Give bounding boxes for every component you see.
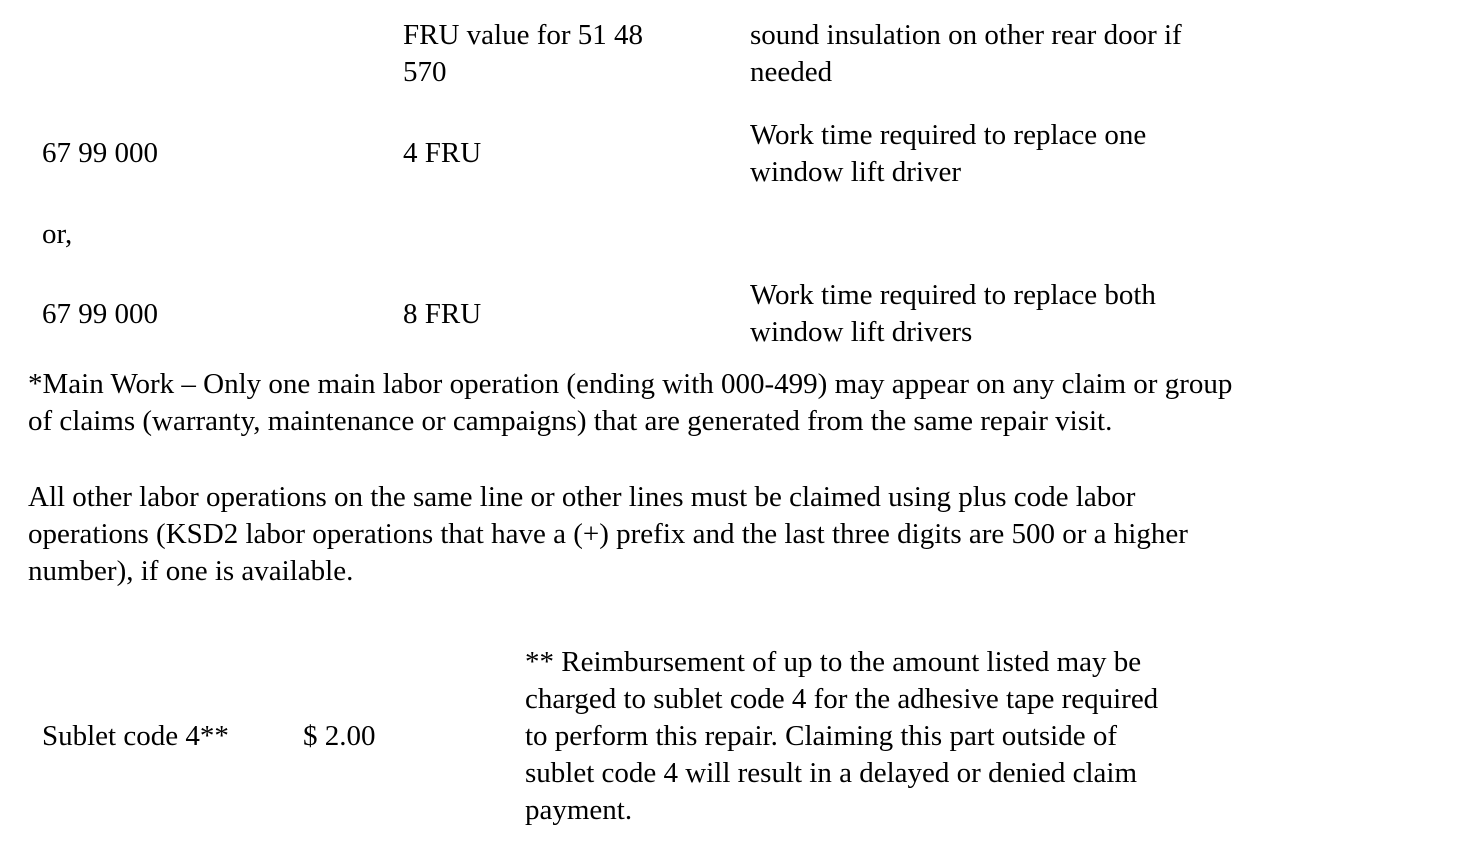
row-both-description-line: window lift drivers [750,316,973,348]
row-one-description-line: window lift driver [750,156,962,188]
sublet-note-line: charged to sublet code 4 for the adhesive tape required [525,683,1159,715]
row-top-fru-line: FRU value for 51 48 [403,19,644,51]
row-both-description [750,277,1156,351]
main-work-line: of claims (warranty, maintenance or campaigns) that are generated from the same repair visit. [28,405,1113,437]
row-top-fru [403,17,643,91]
sublet-note-line: ** Reimbursement of up to the amount listed may be [525,646,1142,678]
row-one-fru: 4 FRU [403,137,482,169]
row-one-description [750,117,1146,191]
row-both-description-line: Work time required to replace both [750,279,1156,311]
main-work-note [28,366,1232,440]
sublet-note-line: sublet code 4 will result in a delayed or denied claim [525,757,1138,789]
other-ops-note [28,479,1188,590]
row-one-code: 67 99 000 [42,137,158,169]
sublet-note-line: to perform this repair. Claiming this part outside of [525,720,1117,752]
other-ops-line: operations (KSD2 labor operations that have a (+) prefix and the last three digits are 500 or a higher [28,518,1188,550]
row-both-fru: 8 FRU [403,298,482,330]
row-one-description-line: Work time required to replace one [750,119,1147,151]
sublet-label: Sublet code 4** [42,720,229,752]
other-ops-line: number), if one is available. [28,555,354,587]
sublet-note-line: payment. [525,794,633,826]
sublet-amount: $ 2.00 [303,720,376,752]
row-top-description [750,17,1182,91]
row-both-code: 67 99 000 [42,298,158,330]
row-top-description-line: sound insulation on other rear door if [750,19,1182,51]
main-work-line: *Main Work – Only one main labor operation (ending with 000-499) may appear on any claim or group [28,368,1233,400]
sublet-note [525,644,1158,829]
row-top-description-line: needed [750,56,833,88]
other-ops-line: All other labor operations on the same line or other lines must be claimed using plus code labor [28,481,1136,513]
or-text: or, [42,218,73,250]
row-top-fru-line: 570 [403,56,447,88]
